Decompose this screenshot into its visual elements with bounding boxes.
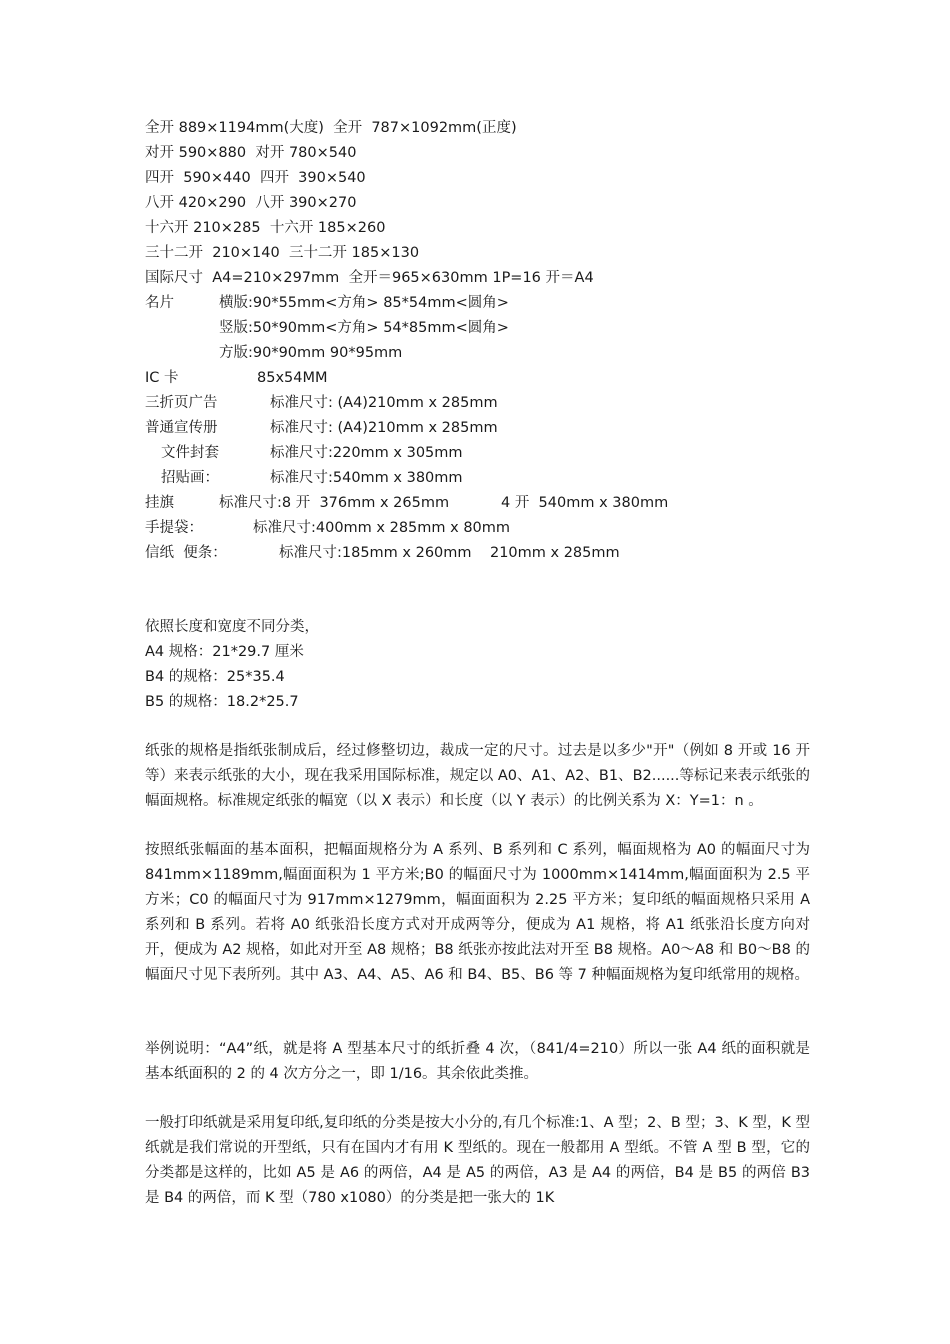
folder-value: 标准尺寸:220mm x 305mm	[270, 445, 463, 461]
size-full-open: 全开 889×1194mm(大度) 全开 787×1092mm(正度)	[145, 120, 517, 136]
paragraph-text: 一般打印纸就是采用复印纸,复印纸的分类是按大小分的,有几个标准:1、A 型；2、B 型；3、K 型，K 型纸就是我们常说的开型纸，只有在国内才有用 K 型纸的。现在一般都用 A 型纸。不管 A 型 B 型，它的分类都是这样的，比如 A5 是 A6 的两倍，A4 是 A5 的两倍，A3 是 A4 的两倍，B4 是 B5 的两倍 B3 是 B4 的两倍，而 K 型（780 x1080）的分类是把一张大的 1K	[145, 1115, 810, 1206]
ic-card-label: IC 卡	[145, 370, 179, 386]
paragraph-print-paper	[145, 1111, 810, 1211]
card-horizontal: 横版:90*55mm<方角> 85*54mm<圆角>	[219, 295, 509, 311]
bag-value: 标准尺寸:400mm x 285mm x 80mm	[253, 520, 511, 536]
brochure-value: 标准尺寸: (A4)210mm x 285mm	[270, 420, 498, 436]
size-international: 国际尺寸 A4=210×297mm 全开＝965×630mm 1P=16 开＝A4	[145, 270, 594, 286]
brochure-label: 普通宣传册	[145, 420, 218, 436]
classification-b5: B5 的规格：18.2*25.7	[145, 694, 299, 710]
card-square: 方版:90*90mm 90*95mm	[219, 345, 403, 361]
paragraph-example	[145, 1037, 810, 1087]
letter-value: 标准尺寸:185mm x 260mm 210mm x 285mm	[279, 545, 620, 561]
flag-value: 标准尺寸:8 开 376mm x 265mm	[219, 495, 450, 511]
trifold-label: 三折页广告	[145, 395, 218, 411]
flag-value-2: 4 开 540mm x 380mm	[501, 495, 669, 511]
size-octavo: 八开 420×290 八开 390×270	[145, 195, 357, 211]
paragraph-series	[145, 838, 810, 987]
poster-value: 标准尺寸:540mm x 380mm	[270, 470, 463, 486]
ic-card-value: 85x54MM	[257, 370, 328, 386]
card-vertical: 竖版:50*90mm<方角> 54*85mm<圆角>	[219, 320, 509, 336]
size-sixteen: 十六开 210×285 十六开 185×260	[145, 220, 386, 236]
paragraph-text: 纸张的规格是指纸张制成后，经过修整切边，裁成一定的尺寸。过去是以多少"开"（例如 8 开或 16 开等）来表示纸张的大小，现在我采用国际标准，规定以 A0、A1、A2、B1、B2......等标记来表示纸张的幅面规格。标准规定纸张的幅宽（以 X 表示）和长度（以 Y 表示）的比例关系为 X：Y=1：n 。	[145, 743, 810, 809]
classification-a4: A4 规格：21*29.7 厘米	[145, 644, 304, 660]
letter-label: 信纸 便条：	[145, 545, 227, 561]
flag-label: 挂旗	[145, 495, 174, 511]
poster-label: 招贴画：	[161, 470, 219, 486]
size-thirtytwo: 三十二开 210×140 三十二开 185×130	[145, 245, 420, 261]
card-label: 名片	[145, 295, 174, 311]
folder-label: 文件封套	[161, 445, 219, 461]
size-half-open: 对开 590×880 对开 780×540	[145, 145, 357, 161]
trifold-value: 标准尺寸: (A4)210mm x 285mm	[270, 395, 498, 411]
classification-b4: B4 的规格：25*35.4	[145, 669, 285, 685]
paragraph-text: 按照纸张幅面的基本面积，把幅面规格分为 A 系列、B 系列和 C 系列，幅面规格为 A0 的幅面尺寸为 841mm×1189mm,幅面面积为 1 平方米;B0 的幅面尺寸为 1000mm×1414mm,幅面面积为 2.5 平方米；C0 的幅面尺寸为 917mm×1279mm，幅面面积为 2.25 平方米；复印纸的幅面规格只采用 A 系列和 B 系列。若将 A0 纸张沿长度方式对开成两等分，便成为 A1 规格，将 A1 纸张沿长度方向对开，便成为 A2 规格，如此对开至 A8 规格；B8 纸张亦按此法对开至 B8 规格。A0～A8 和 B0～B8 的幅面尺寸见下表所列。其中 A3、A4、A5、A6 和 B4、B5、B6 等 7 种幅面规格为复印纸常用的规格。	[145, 842, 810, 983]
size-quarto: 四开 590×440 四开 390×540	[145, 170, 366, 186]
classification-intro: 依照长度和宽度不同分类，	[145, 619, 319, 635]
bag-label: 手提袋：	[145, 520, 203, 536]
paragraph-text: 举例说明：“A4”纸，就是将 A 型基本尺寸的纸折叠 4 次，（841/4=210）所以一张 A4 纸的面积就是基本纸面积的 2 的 4 次方分之一，即 1/16。其余依此类推。	[145, 1041, 810, 1082]
paragraph-paper-spec	[145, 739, 810, 814]
